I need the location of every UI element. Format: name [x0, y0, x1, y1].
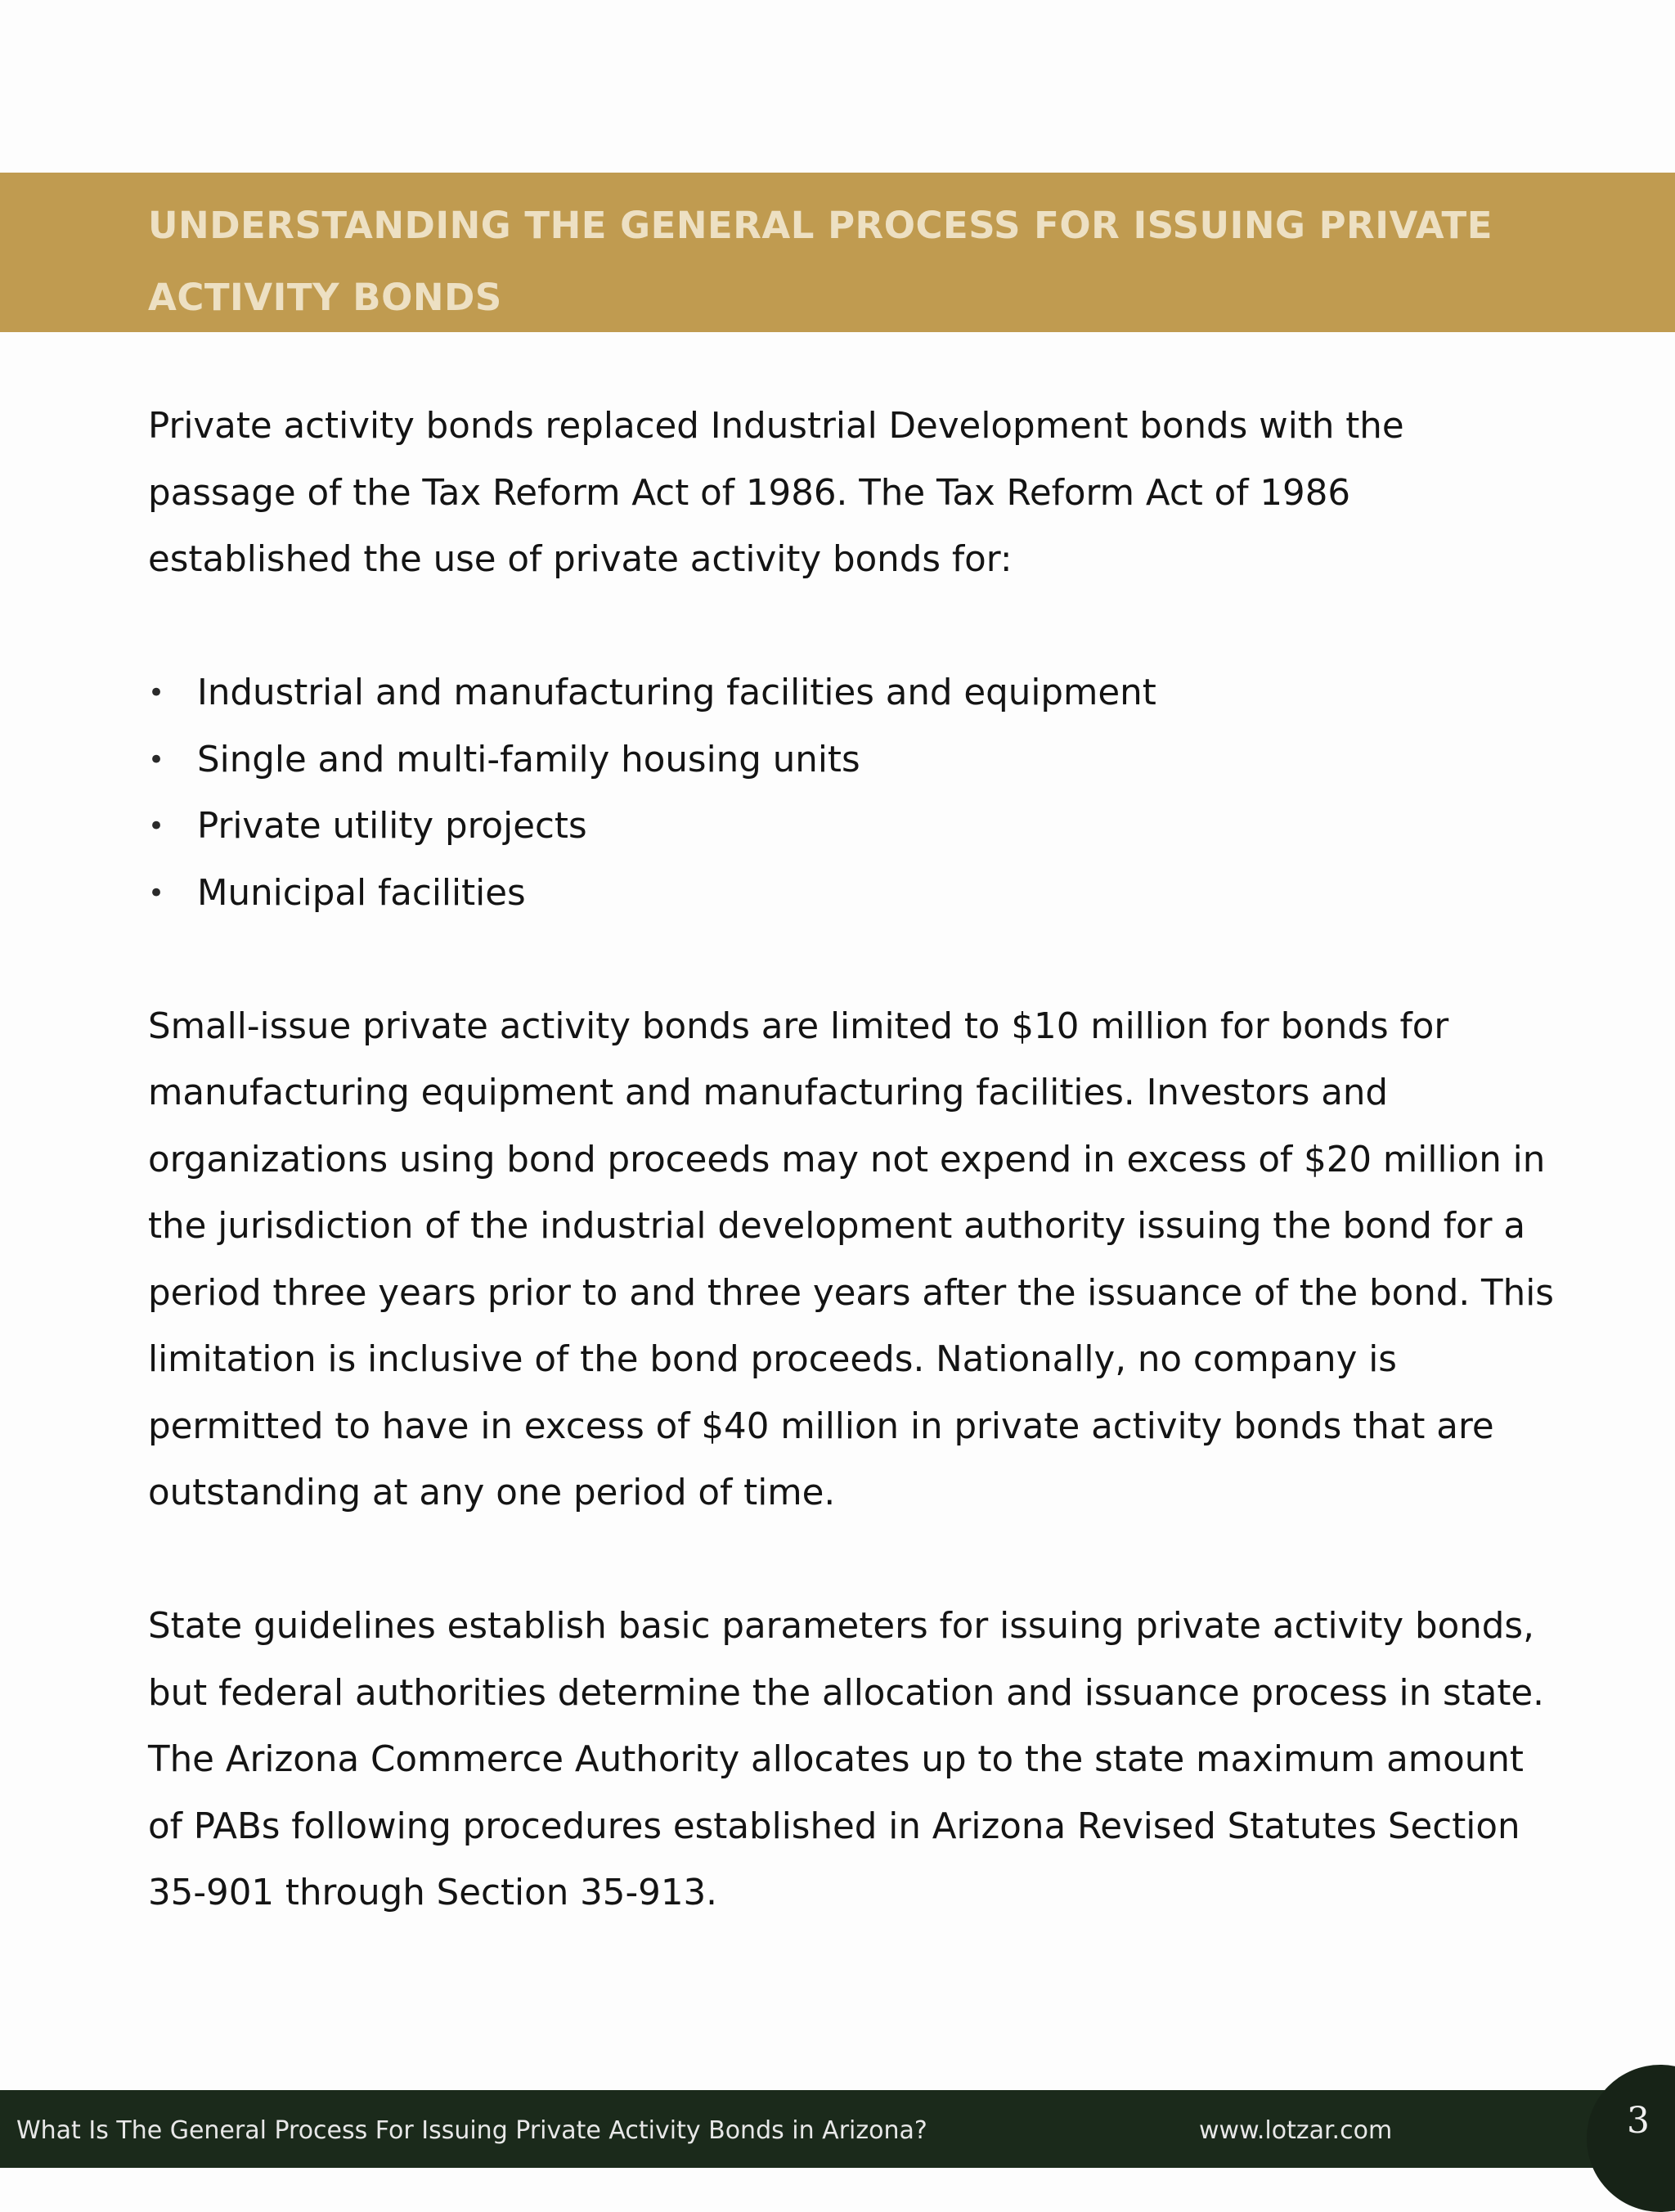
list-item: [148, 727, 1563, 794]
list-item-text: Private utility projects: [197, 806, 587, 847]
bullet-icon: •: [148, 677, 165, 709]
page-title: UNDERSTANDING THE GENERAL PROCESS FOR ISSUING PRIVATE ACTIVITY BONDS: [148, 204, 1493, 319]
list-item: [148, 861, 1563, 928]
main-content: [148, 393, 1563, 1927]
page-number: 3: [1627, 2100, 1650, 2142]
state-guidelines-paragraph: State guidelines establish basic parameters for issuing private activity bonds, but federal authorities determine the allocation and issuance process in state. The Arizona Commerce Authority allocates up to the state maximum amount of PABs following procedures established in Arizona Revised Statutes Section 35-901 through Section 35-913.: [148, 1606, 1544, 1913]
paragraph-spacer: [148, 1527, 1563, 1594]
bullet-icon: •: [148, 876, 165, 910]
footer-title: What Is The General Process For Issuing Private Activity Bonds in Arizona?: [16, 2116, 927, 2145]
list-item-text: Single and multi-family housing units: [197, 739, 860, 780]
bullet-list: [148, 660, 1563, 927]
bond-limits-paragraph: Small-issue private activity bonds are limited to $10 million for bonds for manufacturing equipment and manufacturing facilities. Investors and organizations using bond proceeds may not expend in excess of $20 million in the jurisdiction of the industrial development authority issuing the bond for a period three years prior to and three years after the issuance of the bond. This limitation is inclusive of the bond proceeds. Nationally, no company is permitted to have in excess of $40 million in private activity bonds that are outstanding at any one period of time.: [148, 1005, 1554, 1513]
list-item: [148, 794, 1563, 861]
list-item-text: Municipal facilities: [197, 872, 526, 914]
footer-url-link[interactable]: www.lotzar.com: [1199, 2116, 1393, 2145]
bullet-icon: •: [148, 743, 165, 776]
bullet-icon: •: [148, 810, 165, 843]
intro-paragraph: Private activity bonds replaced Industrial Development bonds with the passage of the Tax Reform Act of 1986. The Tax Reform Act of 1986 established the use of private activity bonds for:: [148, 406, 1404, 580]
list-item-text: Industrial and manufacturing facilities and equipment: [197, 672, 1156, 713]
list-item: [148, 660, 1563, 727]
